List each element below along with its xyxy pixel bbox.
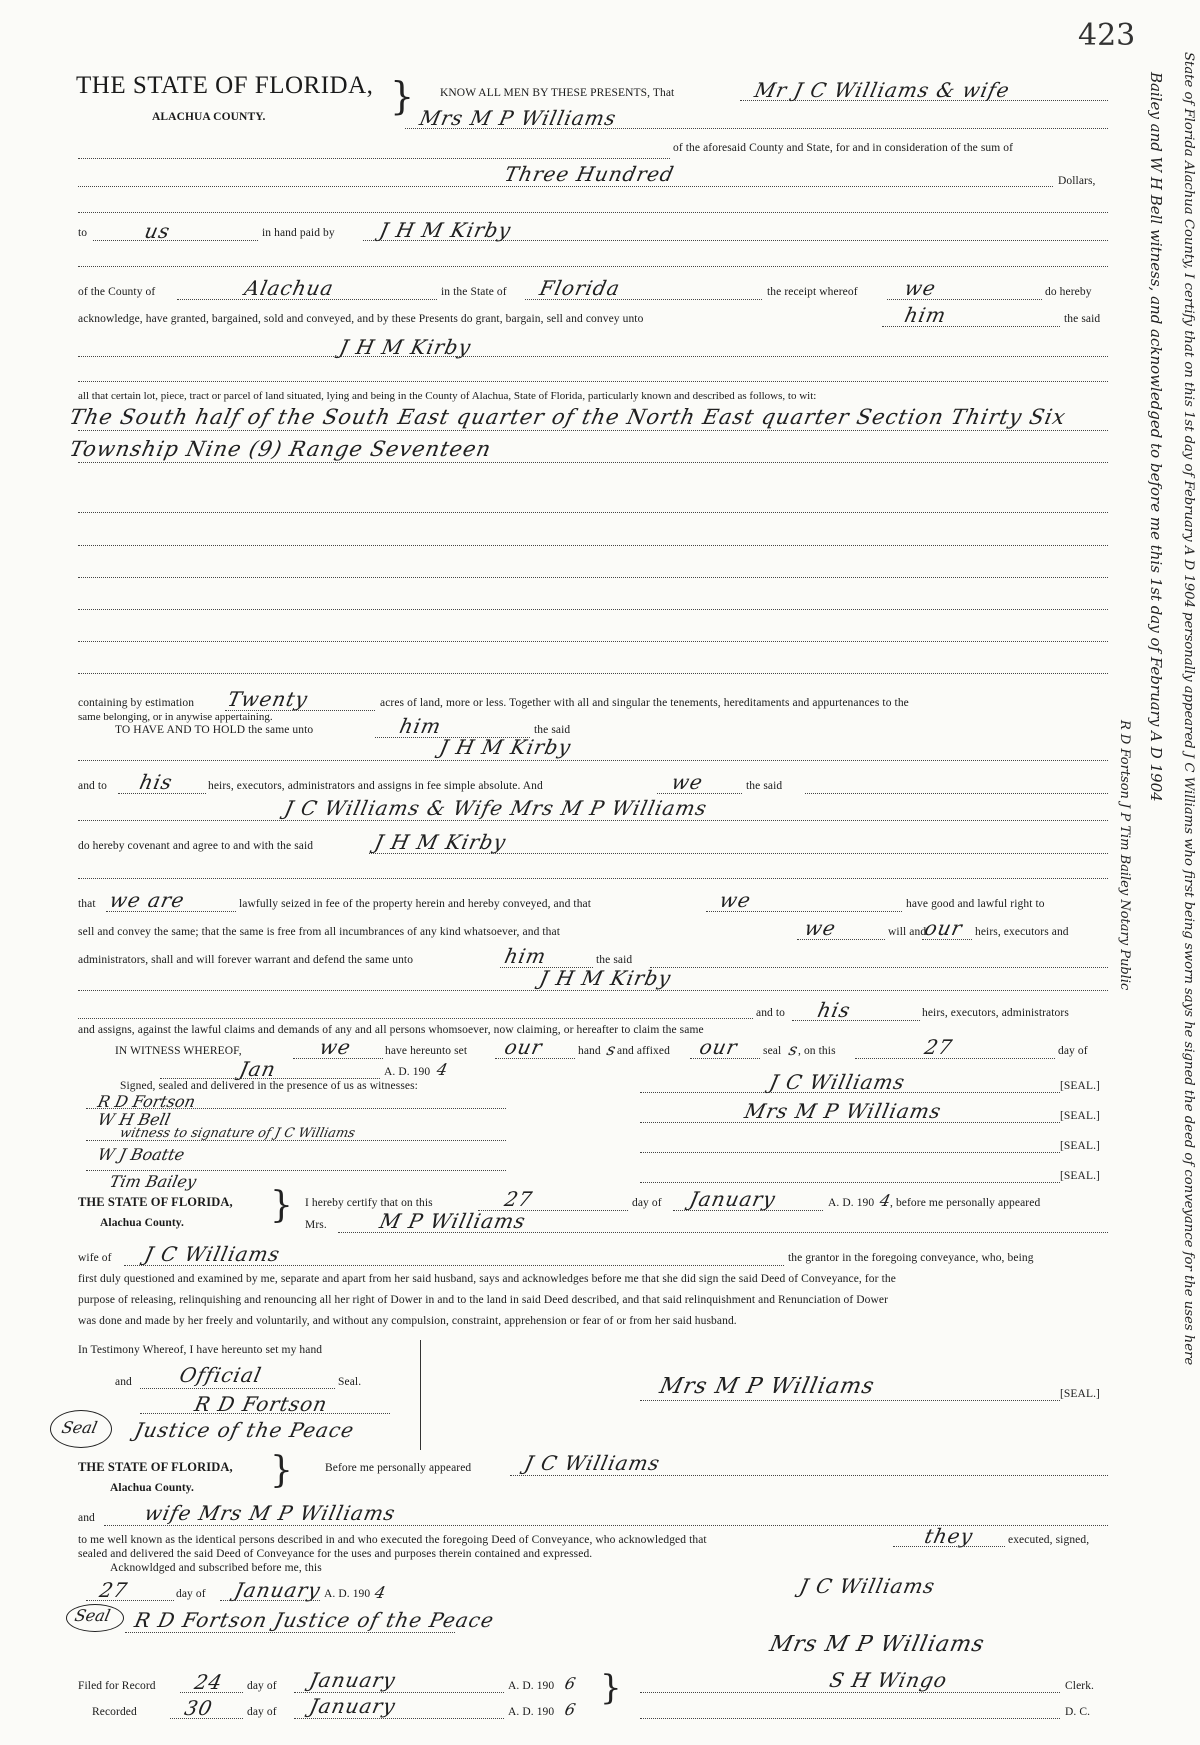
witness-line — [293, 1058, 383, 1059]
the-said-text: the said — [1064, 313, 1101, 325]
receipt-hw: we — [902, 276, 939, 300]
signer-line-2 — [640, 1122, 1060, 1123]
witness-2: W H Bell — [95, 1110, 173, 1129]
ack-p2: sealed and delivered the said Deed of Conveyance for the uses and purposes therein contained and expressed. — [78, 1548, 593, 1560]
and-to2-text: and to — [756, 1007, 786, 1019]
to-have-text: TO HAVE AND TO HOLD the same unto — [115, 724, 314, 736]
on-this-text: , on this — [798, 1045, 836, 1057]
officer-hw: R D Fortson — [192, 1392, 330, 1416]
have-grantee-line — [78, 760, 1108, 761]
legal-rule-2 — [78, 462, 1108, 463]
have-said-text: the said — [534, 724, 571, 736]
covenant-grantee-hw: J H M Kirby — [372, 830, 509, 854]
dower-month-line — [673, 1210, 823, 1211]
filing-brace: } — [600, 1668, 622, 1708]
dower-mrs-line — [338, 1232, 1108, 1233]
hand-text: hand — [578, 1045, 601, 1057]
receipt-line — [887, 299, 1042, 300]
ack-appeared-line — [510, 1475, 1108, 1476]
legal-rule-1 — [78, 430, 1108, 431]
in-state-text: in the State of — [441, 286, 507, 298]
ack-county: Alachua County. — [110, 1482, 194, 1494]
ack-and-hw: wife Mrs M P Williams — [142, 1501, 398, 1525]
affixed-line — [690, 1058, 760, 1059]
all-that-text: all that certain lot, piece, tract or parcel of land situated, lying and being in the County of Alachua, State of Florida, particularly known and described as follows, to wit: — [78, 390, 817, 402]
rec-ad: A. D. 190 — [508, 1706, 555, 1718]
grantee-line — [78, 356, 1108, 357]
and-to-line — [118, 793, 206, 794]
testimony-text: In Testimony Whereof, I have hereunto set my hand — [78, 1344, 323, 1356]
and-to-text: and to — [78, 780, 108, 792]
rec-month-line — [294, 1718, 504, 1719]
lawfully-text: lawfully seized in fee of the property herein and hereby conveyed, and that — [239, 898, 592, 910]
filed-day-line — [180, 1692, 243, 1693]
will-and-text: will and — [888, 926, 927, 938]
certify-text: I hereby certify that on this — [305, 1197, 433, 1209]
to-hw: us — [142, 219, 173, 243]
paid-by-text: in hand paid by — [262, 227, 335, 239]
admin-grantee-hw: J H M Kirby — [537, 966, 674, 990]
dower-state: THE STATE OF FLORIDA, — [78, 1195, 233, 1209]
receipt-text: the receipt whereof — [767, 286, 858, 298]
ack-signer-1: J C Williams — [797, 1574, 938, 1598]
set-line — [495, 1058, 575, 1059]
and-said-line — [805, 793, 1108, 794]
ack-seal-hw: Seal — [72, 1606, 113, 1625]
affixed-hw: our — [697, 1035, 741, 1059]
dower-before-me: , before me personally appeared — [890, 1197, 1041, 1209]
margin-note-main: State of Florida Alachua County, I certify that on this 1st day of February A D 1904 personally appeared J C Williams who first being sworn says he signed the deed of conveyance for the uses here — [1181, 52, 1196, 1366]
dower-p1: first duly questioned and examined by me, separate and apart from her said husband, says and acknowledges before me that she did sign the said Deed of Conveyance, for the — [78, 1273, 896, 1285]
ack-day-of: day of — [176, 1588, 206, 1600]
have-good-text: have good and lawful right to — [906, 898, 1045, 910]
set-hw: our — [502, 1035, 546, 1059]
that-hw: we are — [107, 888, 188, 912]
acres-hw: Twenty — [225, 687, 311, 711]
admin-said-text: the said — [596, 954, 633, 966]
paid-by-hw: J H M Kirby — [377, 218, 514, 242]
recorded-text: Recorded — [92, 1706, 137, 1718]
and-hw: we — [669, 770, 706, 794]
witness-4: W J Boatte — [95, 1145, 187, 1164]
dower-ad: A. D. 190 — [828, 1197, 875, 1209]
seal-4: [SEAL.] — [1060, 1170, 1100, 1182]
signer-1: J C Williams — [767, 1070, 908, 1094]
dower-month-hw: January — [687, 1187, 779, 1211]
ack-day-line — [86, 1600, 174, 1601]
seal-2: [SEAL.] — [1060, 1110, 1100, 1122]
paid-by-line — [363, 240, 1108, 241]
witness-line-1 — [86, 1108, 506, 1109]
and-the-said-text: the said — [746, 780, 783, 792]
seal-1: [SEAL.] — [1060, 1080, 1100, 1092]
day-of-text: day of — [1058, 1045, 1088, 1057]
dower-day-of: day of — [632, 1197, 662, 1209]
ack-year-hw: 4 — [372, 1583, 388, 1602]
covenant-names-line — [78, 820, 1108, 821]
filed-month-hw: January — [307, 1668, 399, 1692]
dower-mrs-hw: M P Williams — [377, 1209, 529, 1233]
legal-rule-4 — [78, 545, 1108, 546]
have-hereunto-text: have hereunto set — [385, 1045, 468, 1057]
official-hw: Official — [177, 1363, 265, 1387]
officer-line — [140, 1413, 390, 1414]
and-to2-line — [792, 1020, 920, 1021]
they-line — [893, 1546, 1005, 1547]
covenant-text: do hereby covenant and agree to and with the said — [78, 840, 314, 852]
day-line — [855, 1058, 1055, 1059]
dower-county: Alachua County. — [100, 1217, 184, 1229]
covenant-line — [369, 853, 1108, 854]
to-line — [93, 240, 258, 241]
dower-signer-line — [640, 1400, 1060, 1401]
month-line — [160, 1078, 380, 1079]
legal-rule-6 — [78, 609, 1108, 610]
to-text: to — [78, 227, 88, 239]
blank-line-3 — [78, 266, 1108, 267]
sell-convey-text: sell and convey the same; that the same is free from all incumbrances of any kind whatsoever, and that — [78, 926, 561, 938]
filed-text: Filed for Record — [78, 1680, 156, 1692]
unto-line — [882, 326, 1060, 327]
hand-s-hw: s — [604, 1040, 618, 1059]
grantor-hw2: Mrs M P Williams — [417, 106, 619, 130]
ack-appeared-hw: J C Williams — [522, 1451, 663, 1475]
unto-hw: him — [902, 303, 949, 327]
official-line — [140, 1388, 335, 1389]
legal-rule-8 — [78, 673, 1108, 674]
signer-line-3 — [640, 1152, 1060, 1153]
ack-signer-2: Mrs M P Williams — [767, 1632, 987, 1657]
ack-day-hw: 27 — [97, 1578, 131, 1602]
dower-bracket — [420, 1340, 421, 1450]
seal-text: seal — [763, 1045, 782, 1057]
dower-p2: purpose of releasing, relinquishing and renouncing all her right of Dower in and to the land in said Deed described, and that said relinquishment and Renunciation of Dower — [78, 1294, 889, 1306]
filed-month-line — [294, 1692, 504, 1693]
seal-3: [SEAL.] — [1060, 1140, 1100, 1152]
aforesaid-text: of the aforesaid County and State, for and in consideration of the sum of — [673, 142, 1014, 154]
sum-line — [78, 186, 1053, 187]
grantor-foregoing-text: the grantor in the foregoing conveyance, who, being — [788, 1252, 1034, 1264]
state-line — [525, 299, 762, 300]
seal-s-hw: s — [786, 1040, 800, 1059]
clerk-text: Clerk. — [1065, 1680, 1095, 1692]
state-title: THE STATE OF FLORIDA, — [76, 72, 374, 99]
signed-sealed-text: Signed, sealed and delivered in the presence of us as witnesses: — [120, 1080, 418, 1092]
rec-day-of: day of — [247, 1706, 277, 1718]
county-line — [177, 299, 437, 300]
seal-word: Seal. — [338, 1376, 362, 1388]
they-hw: they — [922, 1524, 976, 1548]
and-assigns-text: and assigns, against the lawful claims and demands of any and all persons whomsoever, now claiming, or hereafter to claim the same — [78, 1024, 704, 1036]
acres-text: acres of land, more or less. Together with all and singular the tenements, hereditaments and appurtenances to the — [380, 697, 909, 709]
ack-brace: } — [270, 1450, 293, 1491]
county-of-text: of the County of — [78, 286, 156, 298]
and-to2-hw: his — [815, 998, 854, 1022]
page-number: 423 — [1078, 18, 1136, 53]
witness-3: witness to signature of J C Williams — [118, 1126, 357, 1141]
sum-hw: Three Hundred — [502, 162, 677, 186]
dc-line — [640, 1718, 1060, 1719]
ack-ad: A. D. 190 — [324, 1588, 371, 1600]
margin-note-third: R D Fortson J P Tim Bailey Notary Public — [1117, 720, 1132, 991]
blank-line-6 — [78, 1018, 753, 1019]
blank-line-5 — [78, 878, 1108, 879]
clerk-line — [640, 1692, 1060, 1693]
heirs-exec2-text: heirs, executors, administrators — [922, 1007, 1069, 1019]
have-hw: him — [397, 714, 444, 738]
same-belonging-text: same belonging, or in anywise appertaining. — [78, 711, 273, 723]
will-and-line — [922, 939, 972, 940]
legal-rule-3 — [78, 512, 1108, 513]
witness-5: Tim Bailey — [107, 1172, 199, 1191]
lawfully-line — [706, 911, 902, 912]
blank-line-2 — [78, 212, 1108, 213]
that-text: that — [78, 898, 96, 910]
covenant-names-hw: J C Williams & Wife Mrs M P Williams — [282, 796, 710, 820]
rec-year-hw: 6 — [562, 1700, 578, 1719]
that-line — [106, 911, 236, 912]
dower-mrs: Mrs. — [305, 1219, 327, 1231]
signer-2: Mrs M P Williams — [742, 1099, 944, 1123]
clerk-hw: S H Wingo — [827, 1668, 950, 1692]
signer-line-4 — [640, 1182, 1060, 1183]
lawfully-hw: we — [717, 888, 754, 912]
day-hw: 27 — [922, 1035, 956, 1059]
witness-line-2 — [86, 1140, 506, 1141]
ack-and: and — [78, 1512, 95, 1524]
wife-of-text: wife of — [78, 1252, 112, 1264]
witness-line-3 — [86, 1170, 506, 1171]
know-all-text: KNOW ALL MEN BY THESE PRESENTS, That — [440, 87, 675, 99]
ack-month-line — [220, 1600, 320, 1601]
ack-month-hw: January — [232, 1578, 324, 1602]
ad-text: A. D. 190 — [384, 1066, 431, 1078]
signer-line-1 — [640, 1092, 1060, 1093]
have-grantee-hw: J H M Kirby — [437, 735, 574, 759]
executed-text: executed, signed, — [1008, 1534, 1090, 1546]
legal-rule-5 — [78, 577, 1108, 578]
month-hw: Jan — [237, 1057, 279, 1081]
dower-signer-hw: Mrs M P Williams — [657, 1374, 877, 1399]
dower-day-hw: 27 — [502, 1187, 536, 1211]
filed-year-hw: 6 — [562, 1674, 578, 1693]
ack-officer-line — [125, 1632, 455, 1633]
sell-hw: we — [802, 916, 839, 940]
heirs-exec-text: heirs, executors and — [975, 926, 1069, 938]
state-hw: Florida — [537, 276, 623, 300]
admin-hw: him — [502, 944, 549, 968]
legal-line-2: Township Nine (9) Range Seventeen — [67, 437, 494, 461]
legal-rule-7 — [78, 641, 1108, 642]
dower-p3: was done and made by her freely and voluntarily, and without any compulsion, constraint, apprehension or fear of or from her said husband. — [78, 1315, 737, 1327]
grantor-line — [740, 100, 1108, 101]
and-affixed-text: and affixed — [617, 1045, 670, 1057]
rec-day-line — [170, 1718, 243, 1719]
admin-said-line — [650, 967, 1108, 968]
witness-hw: we — [317, 1035, 354, 1059]
county-title: ALACHUA COUNTY. — [152, 111, 266, 123]
dower-seal-hw: Seal — [59, 1418, 100, 1437]
and-line — [657, 793, 742, 794]
dower-seal-label: [SEAL.] — [1060, 1388, 1100, 1400]
officer-title-hw: Justice of the Peace — [132, 1418, 357, 1442]
county-hw: Alachua — [242, 276, 337, 300]
rec-day-hw: 30 — [182, 1696, 216, 1720]
administrators-text: administrators, shall and will forever warrant and defend the same unto — [78, 954, 414, 966]
margin-note-second: Bailey and W H Bell witness, and acknowledged to before me this 1st day of February A D 1904 — [1147, 72, 1165, 802]
witness-text: IN WITNESS WHEREOF, — [115, 1045, 242, 1057]
grantor-hw: Mr J C Williams & wife — [752, 78, 1013, 102]
dower-brace: } — [270, 1185, 293, 1226]
admin-grantee-line — [78, 990, 1108, 991]
dc-text: D. C. — [1065, 1706, 1091, 1718]
heirs-line-text: heirs, executors, administrators and assigns in fee simple absolute. And — [208, 780, 543, 792]
witness-1: R D Fortson — [95, 1092, 198, 1111]
testimony-and: and — [115, 1376, 132, 1388]
ack-state: THE STATE OF FLORIDA, — [78, 1460, 233, 1474]
grantor-line2 — [405, 128, 1108, 129]
ack-p1: to me well known as the identical persons described in and who executed the foregoing Deed of Conveyance, who acknowledged that — [78, 1534, 707, 1546]
filed-ad: A. D. 190 — [508, 1680, 555, 1692]
dower-year-hw: 4 — [877, 1191, 893, 1210]
will-and-hw: our — [922, 916, 966, 940]
ack-before-me: Before me personally appeared — [325, 1462, 472, 1474]
wife-of-hw: J C Williams — [142, 1242, 283, 1266]
sell-line — [797, 939, 885, 940]
do-hereby-text: do hereby — [1045, 286, 1092, 298]
year-hw: 4 — [434, 1060, 450, 1079]
dollars-text: Dollars, — [1058, 175, 1096, 187]
filed-day-hw: 24 — [192, 1670, 226, 1694]
and-to-hw: his — [137, 770, 176, 794]
legal-line-1: The South half of the South East quarter of the North East quarter Section Thirty Six — [67, 405, 1069, 429]
containing-text: containing by estimation — [78, 697, 195, 709]
header-brace: } — [390, 74, 415, 118]
wife-of-line — [124, 1265, 784, 1266]
grantee-hw: J H M Kirby — [337, 335, 474, 359]
subscribed-text: Acknowldged and subscribed before me, this — [110, 1562, 322, 1574]
blank-line-4 — [78, 381, 1108, 382]
rec-month-hw: January — [307, 1694, 399, 1718]
acknowledge-text: acknowledge, have granted, bargained, sold and conveyed, and by these Presents do grant, bargain, sell and convey unto — [78, 313, 644, 325]
blank-line-1 — [78, 158, 670, 159]
filed-day-of: day of — [247, 1680, 277, 1692]
ack-officer-hw: R D Fortson Justice of the Peace — [132, 1608, 497, 1632]
